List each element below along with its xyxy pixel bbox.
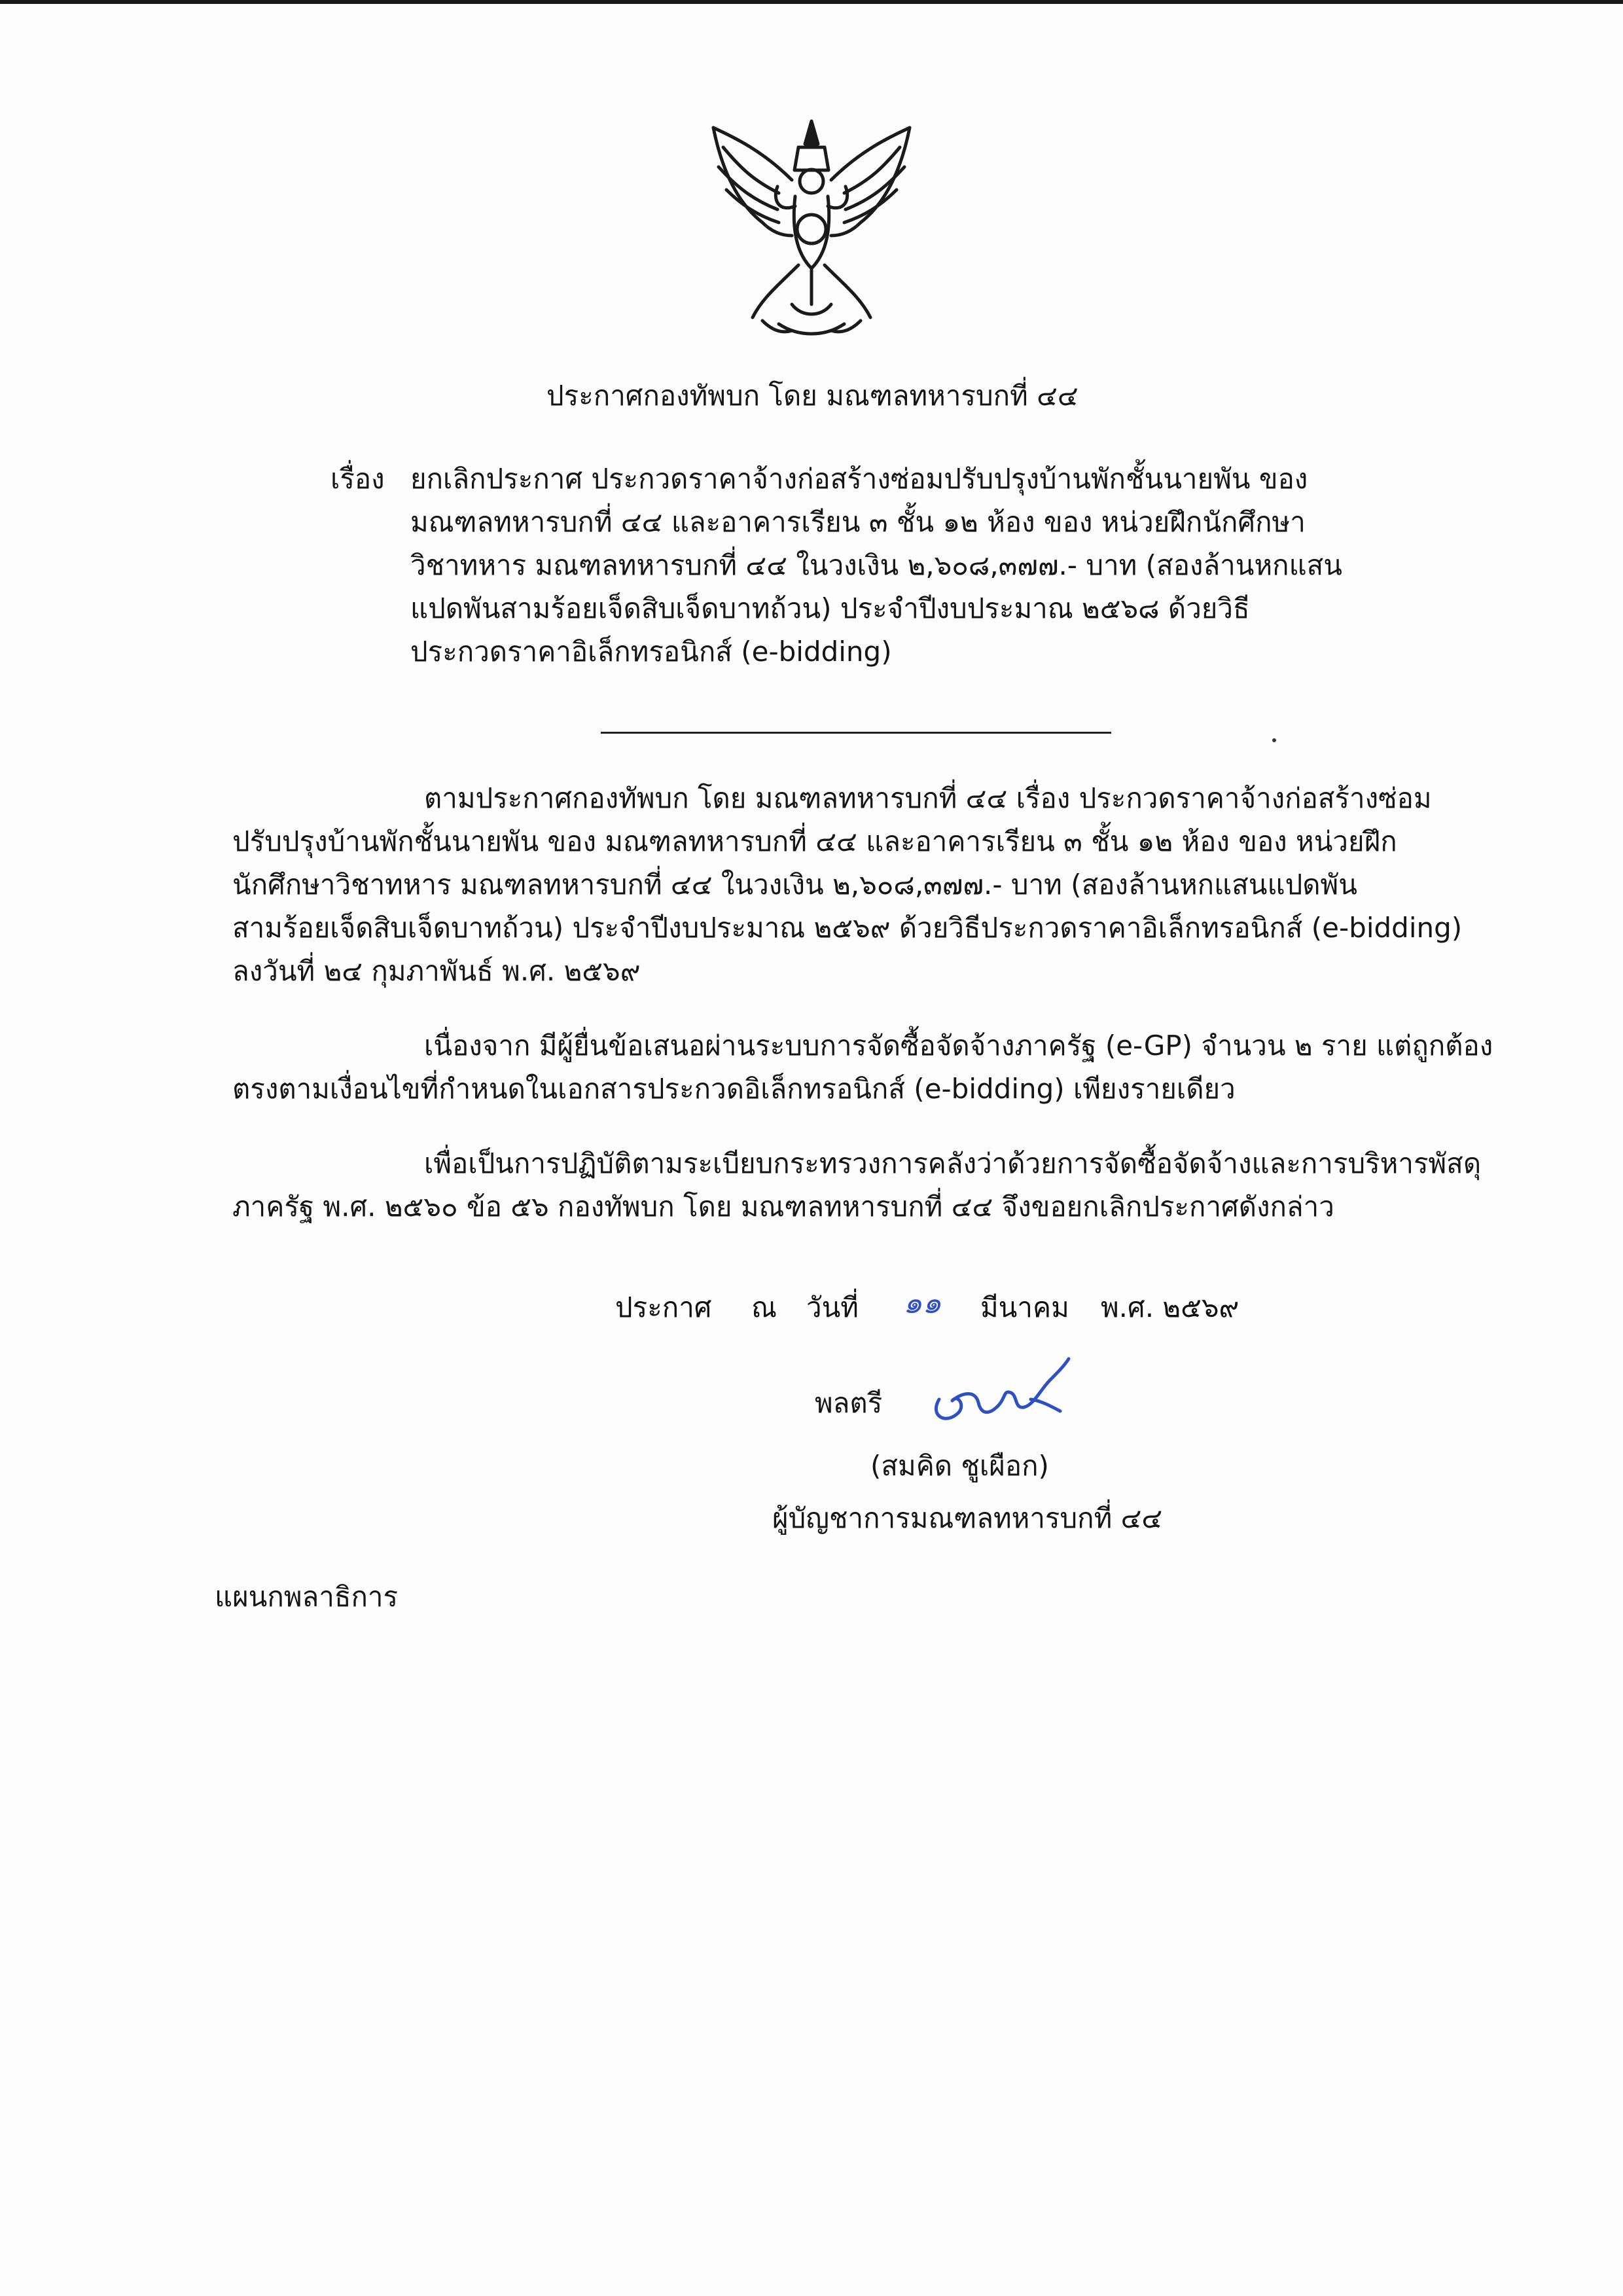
department-label: แผนกพลาธิการ xyxy=(215,1581,399,1613)
subject-line: ประกวดราคาอิเล็กทรอนิกส์ (e-bidding) xyxy=(410,636,892,668)
body-line: ตามประกาศกองทัพบก โดย มณฑลทหารบกที่ ๔๔ เรื่อง ประกวดราคาจ้างก่อสร้างซ่อม xyxy=(424,782,1432,814)
announce-day-label: วันที่ xyxy=(806,1291,859,1323)
announce-prefix: ประกาศ xyxy=(615,1291,712,1323)
signer-position: ผู้บัญชาการมณฑลทหารบกที่ ๔๔ xyxy=(772,1502,1163,1534)
signer-name: (สมคิด ชูเผือก) xyxy=(870,1450,1049,1482)
announce-month: มีนาคม xyxy=(980,1291,1069,1323)
handwritten-signature xyxy=(926,1354,1077,1432)
announcement-title: ประกาศกองทัพบก โดย มณฑลทหารบกที่ ๔๔ xyxy=(546,380,1079,412)
subject-line: มณฑลทหารบกที่ ๔๔ และอาคารเรียน ๓ ชั้น ๑๒ ห้อง ของ หน่วยฝึกนักศึกษา xyxy=(410,506,1306,538)
body-line: ลงวันที่ ๒๔ กุมภาพันธ์ พ.ศ. ๒๕๖๙ xyxy=(232,955,641,987)
body-line: เนื่องจาก มีผู้ยื่นข้อเสนอผ่านระบบการจัดซื้อจัดจ้างภาครัฐ (e-GP) จำนวน ๒ ราย แต่ถูกต้อง xyxy=(424,1030,1493,1062)
handwritten-day: ๑๑ xyxy=(903,1285,942,1320)
body-line: ปรับปรุงบ้านพักชั้นนายพัน ของ มณฑลทหารบกที่ ๔๔ และอาคารเรียน ๓ ชั้น ๑๒ ห้อง ของ หน่วยฝึก xyxy=(232,825,1397,857)
body-line: นักศึกษาวิชาทหาร มณฑลทหารบกที่ ๔๔ ในวงเงิน ๒,๖๐๘,๓๗๗.- บาท (สองล้านหกแสนแปดพัน xyxy=(232,869,1357,901)
body-line: ตรงตามเงื่อนไขที่กำหนดในเอกสารประกวดอิเล็กทรอนิกส์ (e-bidding) เพียงรายเดียว xyxy=(232,1073,1236,1105)
signer-rank: พลตรี xyxy=(815,1387,883,1419)
subject-line: ยกเลิกประกาศ ประกวดราคาจ้างก่อสร้างซ่อมปรับปรุงบ้านพักชั้นนายพัน ของ xyxy=(410,463,1308,495)
garuda-emblem xyxy=(700,108,923,344)
body-line: สามร้อยเจ็ดสิบเจ็ดบาทถ้วน) ประจำปีงบประมาณ ๒๕๖๙ ด้วยวิธีประกวดราคาอิเล็กทรอนิกส์ (e-bidding) xyxy=(232,912,1463,944)
scan-edge xyxy=(0,0,1623,4)
divider-rule xyxy=(601,732,1111,734)
announce-year: พ.ศ. ๒๕๖๙ xyxy=(1101,1291,1240,1323)
subject-line: วิชาทหาร มณฑลทหารบกที่ ๔๔ ในวงเงิน ๒,๖๐๘,๓๗๗.- บาท (สองล้านหกแสน xyxy=(410,549,1343,581)
subject-line: แปดพันสามร้อยเจ็ดสิบเจ็ดบาทถ้วน) ประจำปีงบประมาณ ๒๕๖๘ ด้วยวิธี xyxy=(410,592,1250,624)
announce-at: ณ xyxy=(751,1291,777,1323)
body-line: เพื่อเป็นการปฏิบัติตามระเบียบกระทรวงการคลังว่าด้วยการจัดซื้อจัดจ้างและการบริหารพัสดุ xyxy=(424,1147,1482,1179)
stray-dot xyxy=(1272,738,1276,742)
body-line: ภาครัฐ พ.ศ. ๒๕๖๐ ข้อ ๕๖ กองทัพบก โดย มณฑลทหารบกที่ ๔๔ จึงขอยกเลิกประกาศดังกล่าว xyxy=(232,1191,1334,1223)
subject-label: เรื่อง xyxy=(330,463,385,495)
